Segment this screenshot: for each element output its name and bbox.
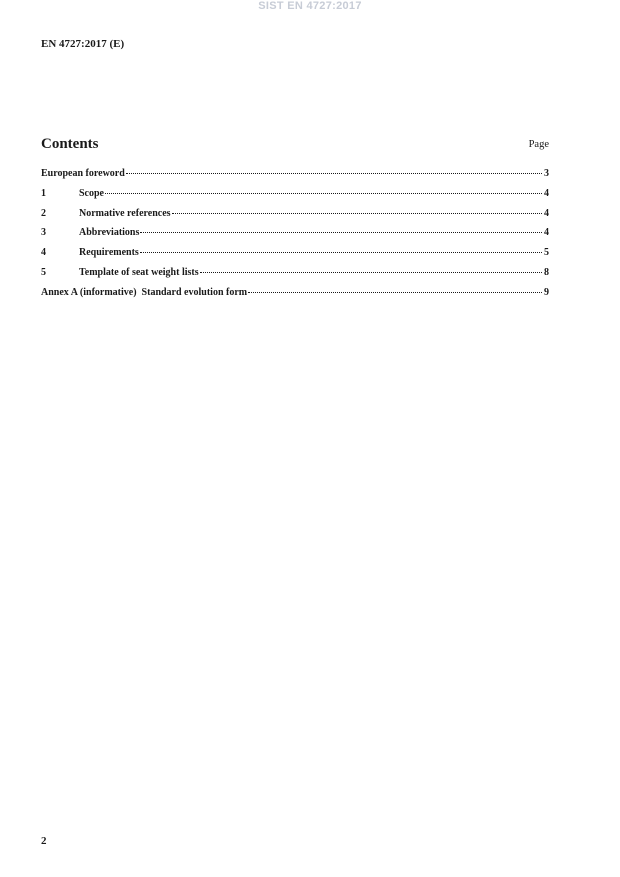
toc-entry-page: 4 <box>544 187 549 199</box>
toc-dot-leader <box>140 232 542 233</box>
toc-entry-number: 4 <box>41 247 46 259</box>
toc-entry-annex-a[interactable] <box>41 287 549 307</box>
toc-entry-title: Scope <box>79 187 104 199</box>
toc-entry-title: Requirements <box>79 247 139 259</box>
toc-entry-title: Normative references <box>79 207 171 219</box>
document-id: EN 4727:2017 (E) <box>41 38 125 50</box>
toc-entry-european-foreword[interactable] <box>41 168 549 188</box>
toc-entry-page: 9 <box>544 286 549 298</box>
toc-entry-template-of-seat-weight-lists[interactable] <box>41 267 549 287</box>
contents-heading: Contents <box>41 136 99 152</box>
toc-entry-title: Annex A (informative) Standard evolution form <box>41 286 248 298</box>
toc-entry-page: 4 <box>544 207 549 219</box>
toc-entry-requirements[interactable] <box>41 247 549 267</box>
toc-dot-leader <box>105 193 542 194</box>
toc-entry-title: Template of seat weight lists <box>79 266 199 278</box>
page-column-label: Page <box>528 139 549 150</box>
watermark: SIST EN 4727:2017 <box>258 0 362 12</box>
toc-entry-title: Abbreviations <box>79 227 140 239</box>
toc-entry-page: 8 <box>544 266 549 278</box>
toc-entry-normative-references[interactable] <box>41 208 549 228</box>
toc-dot-leader <box>126 173 542 174</box>
table-of-contents <box>41 168 549 307</box>
toc-entry-page: 5 <box>544 247 549 259</box>
page-number: 2 <box>41 835 47 847</box>
toc-entry-number: 1 <box>41 187 46 199</box>
toc-entry-scope[interactable] <box>41 188 549 208</box>
toc-entry-title: European foreword <box>41 168 125 179</box>
toc-dot-leader <box>172 213 542 214</box>
toc-dot-leader <box>248 292 542 293</box>
toc-entry-abbreviations[interactable] <box>41 227 549 247</box>
toc-entry-page: 3 <box>544 168 549 179</box>
toc-dot-leader <box>200 272 542 273</box>
toc-entry-number: 3 <box>41 227 46 239</box>
toc-entry-number: 5 <box>41 266 46 278</box>
toc-dot-leader <box>140 252 542 253</box>
toc-entry-page: 4 <box>544 227 549 239</box>
toc-entry-number: 2 <box>41 207 46 219</box>
